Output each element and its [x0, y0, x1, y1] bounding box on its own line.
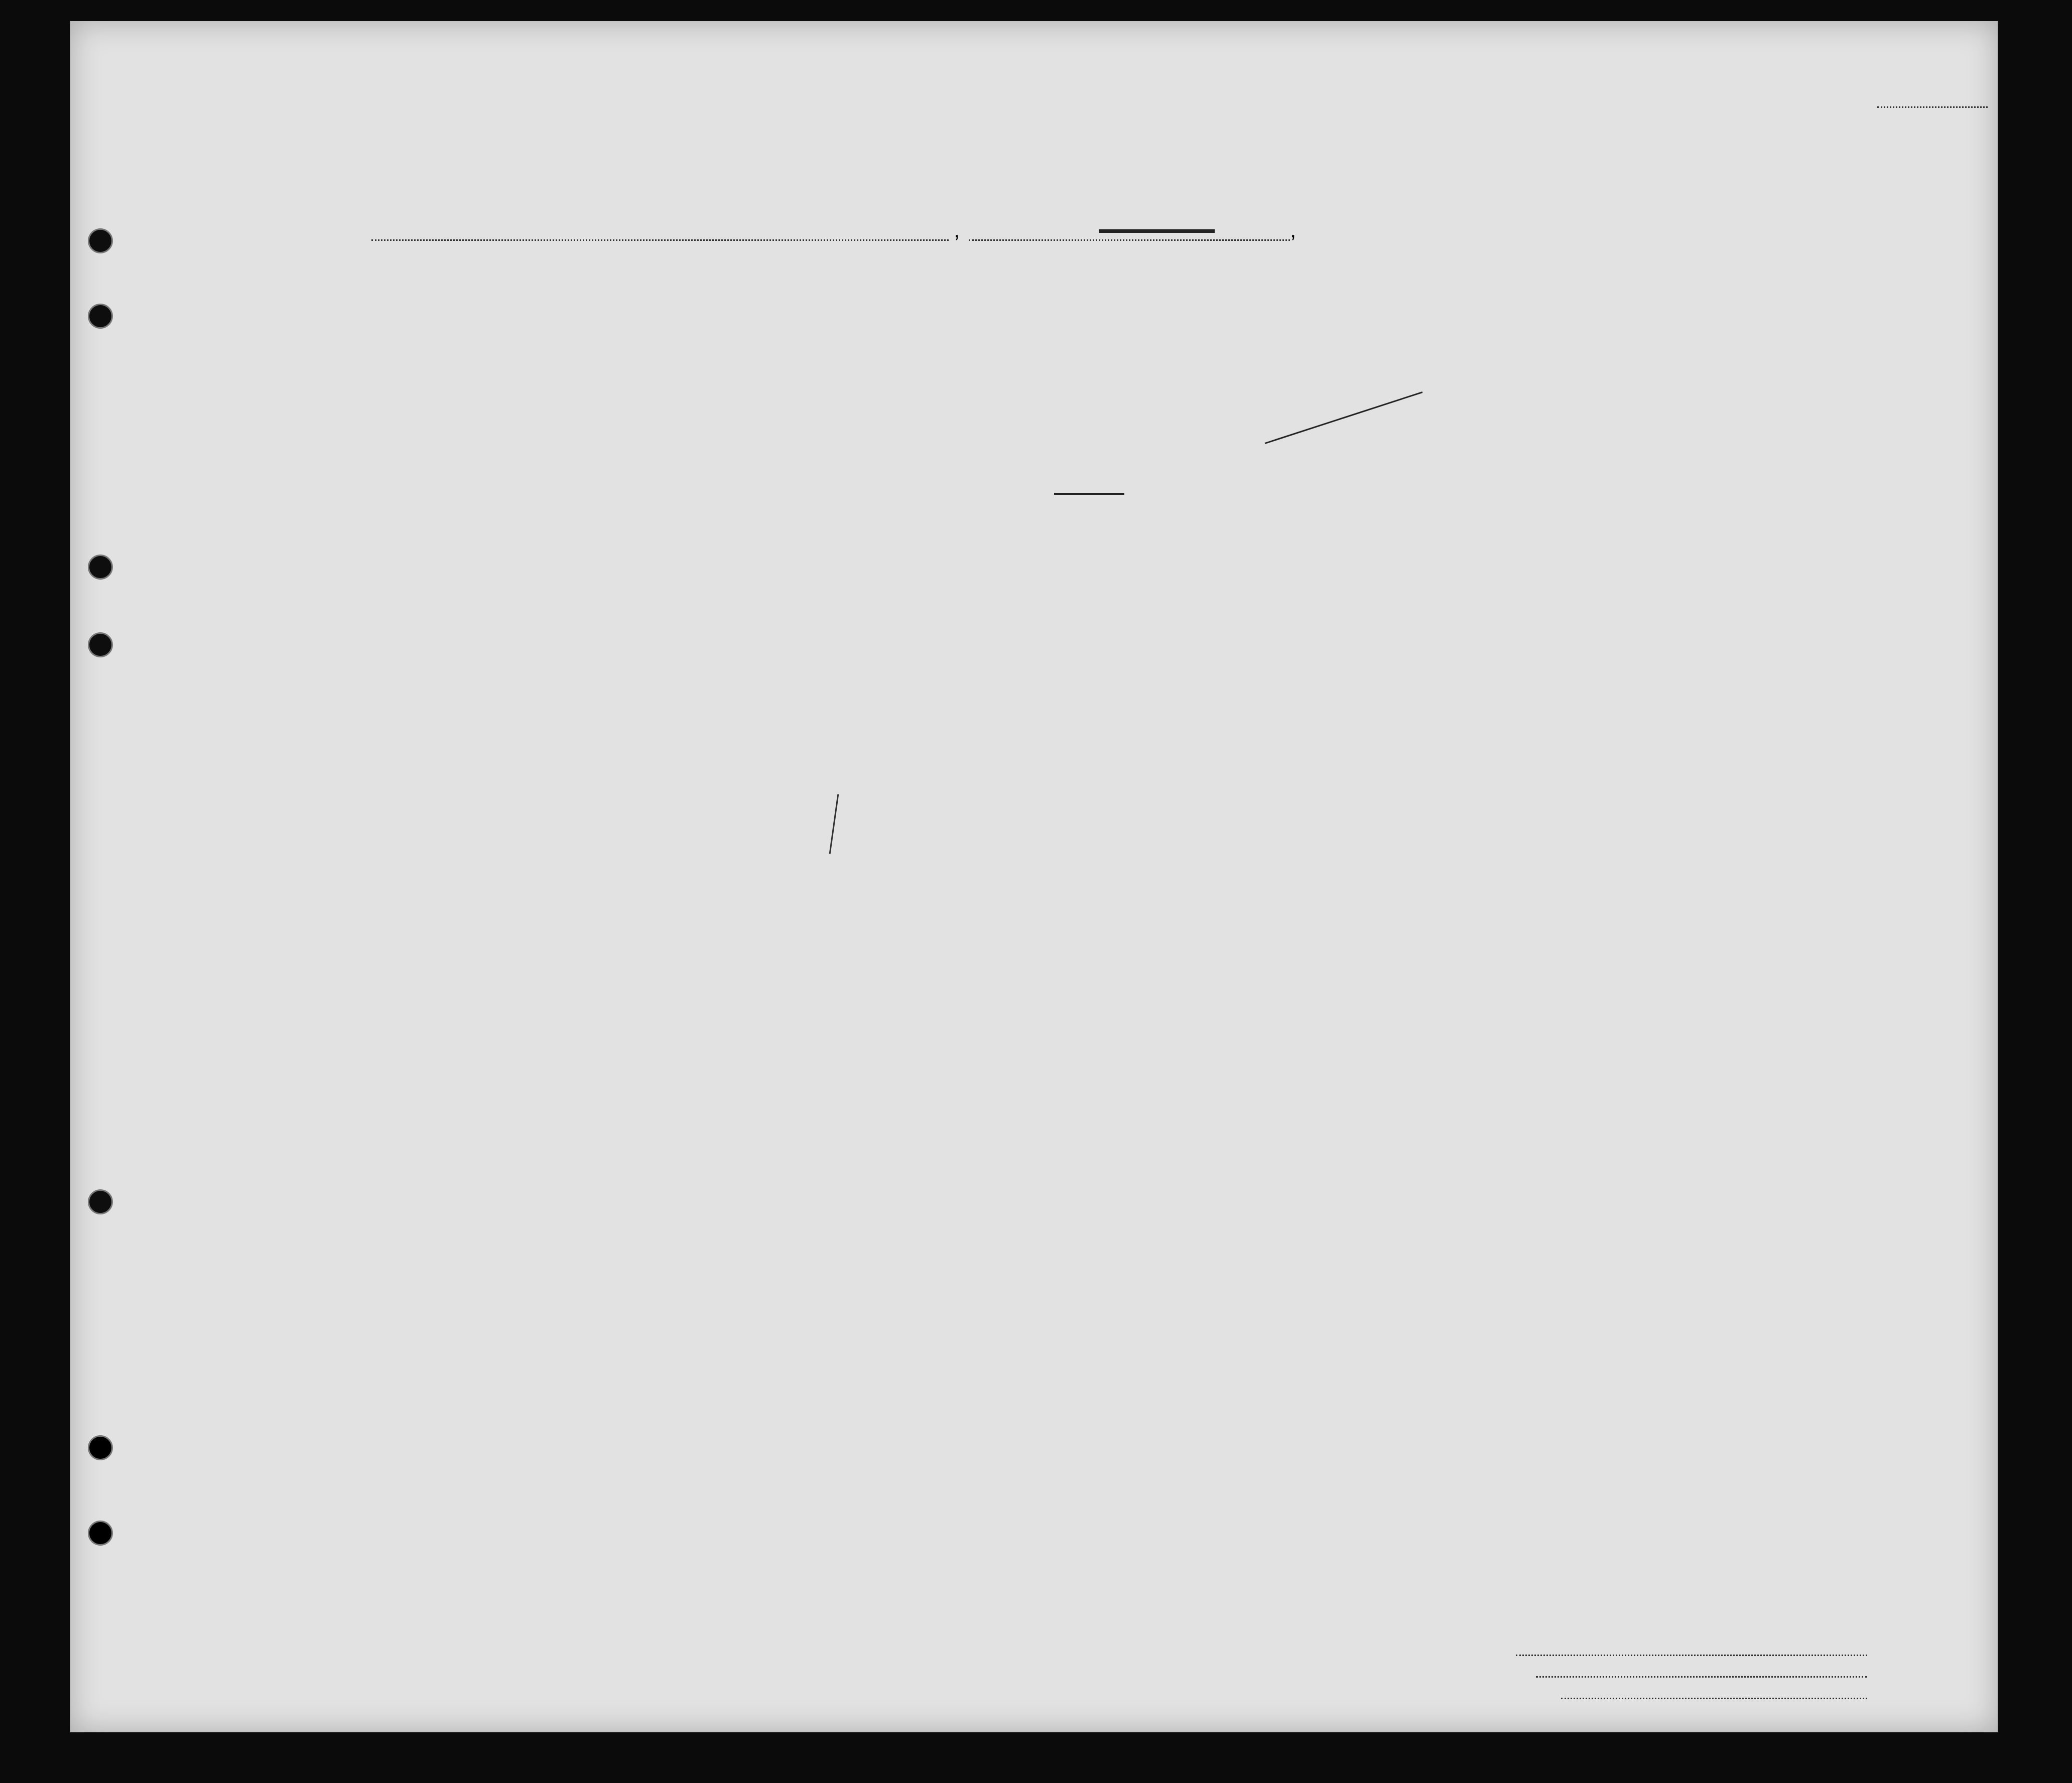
- manifest-sheet: [70, 21, 1998, 1732]
- binder-hole: [88, 1189, 113, 1214]
- owners-dotted: [1536, 1676, 1867, 1678]
- line-dotted: [1516, 1655, 1867, 1656]
- binder-hole: [88, 304, 113, 329]
- binder-hole: [88, 228, 113, 253]
- binder-hole: [88, 555, 113, 580]
- comma: ,: [1290, 218, 1297, 242]
- strikethrough-mark: [1054, 493, 1124, 495]
- binder-hole: [88, 1435, 113, 1460]
- binder-hole: [88, 1521, 113, 1546]
- table-grid: [70, 21, 1998, 1732]
- comma: ,: [954, 218, 960, 242]
- binder-hole: [88, 632, 113, 657]
- agents-dotted: [1561, 1698, 1867, 1699]
